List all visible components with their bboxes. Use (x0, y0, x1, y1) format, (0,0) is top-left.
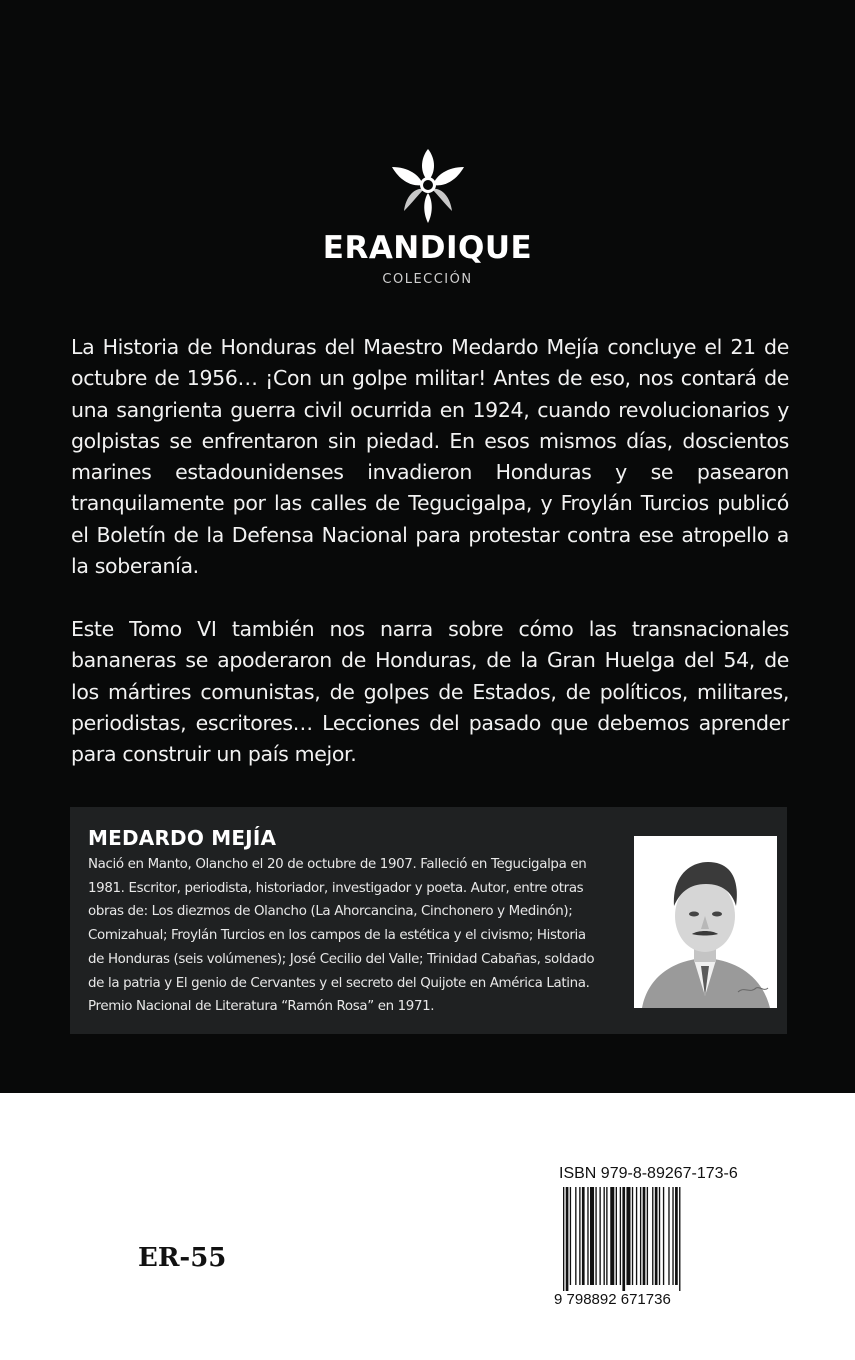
bio-line: de la patria y El genio de Cervantes y el secreto del Quijote en América Latina. (88, 975, 590, 991)
barcode-bar (640, 1187, 641, 1285)
barcode-bar (636, 1187, 637, 1285)
barcode-bar (575, 1187, 576, 1285)
collection-subtitle: COLECCIÓN (382, 272, 473, 287)
barcode-bar (655, 1187, 658, 1285)
barcode-bar (587, 1187, 588, 1285)
flower-logo-icon (0, 145, 855, 225)
barcode-bar (626, 1187, 630, 1285)
author-bio-box (70, 807, 787, 1034)
barcode-bar (675, 1187, 678, 1285)
author-bio (88, 853, 640, 1019)
author-portrait (634, 836, 777, 1008)
barcode-bar (643, 1187, 646, 1285)
barcode-bar (604, 1187, 605, 1285)
barcode-bar (616, 1187, 617, 1285)
barcode-bar (563, 1187, 564, 1291)
barcode-bar (668, 1187, 669, 1285)
summary-paragraph-1: La Historia de Honduras del Maestro Medardo Mejía concluye el 21 de octubre de 1956… ¡Con un golpe militar! Antes de eso, nos contará de una sangrienta guerra civil ocurrida en 1924, cuando revolucionarios y golpistas se enfrentaron sin piedad. En esos mismos días, doscientos marines estadounidenses invadieron Honduras y se pasearon tranquilamente por las calles de Tegucigalpa, y Froylán Turcios publicó el Boletín de la Defensa Nacional para protestar contra ese atropello a la soberanía. (71, 335, 789, 579)
barcode-bar (647, 1187, 648, 1285)
barcode-bar (622, 1187, 625, 1291)
barcode-bar (595, 1187, 596, 1285)
barcode-bars (563, 1187, 680, 1291)
barcode-bar (582, 1187, 585, 1285)
barcode-bar (570, 1187, 571, 1285)
isbn-label: ISBN 979-8-89267-173-6 (559, 1165, 738, 1182)
bio-line: de Honduras (seis volúmenes); José Cecilio del Valle; Trinidad Cabañas, soldado (88, 951, 595, 967)
summary-paragraph-2: Este Tomo VI también nos narra sobre cómo las transnacionales bananeras se apoderaron de Honduras, de la Gran Huelga del 54, de los mártires comunistas, de golpes de Estados, de políticos, militares, periodistas, escritores… Lecciones del pasado que debemos aprender para construir un país mejor. (71, 617, 789, 767)
barcode-bar (610, 1187, 614, 1285)
barcode-bar (620, 1187, 621, 1285)
barcode-bar (679, 1187, 680, 1291)
author-name: MEDARDO MEJÍA (88, 826, 277, 850)
barcode-bar (590, 1187, 594, 1285)
barcode-bar (672, 1187, 673, 1285)
barcode-bar (632, 1187, 633, 1285)
barcode-bar (606, 1187, 607, 1285)
barcode-bar (599, 1187, 600, 1285)
bio-line: obras de: Los diezmos de Olancho (La Ahorcancina, Cinchonero y Medinón); (88, 904, 573, 920)
barcode-bar (652, 1187, 653, 1285)
barcode-bar (659, 1187, 660, 1285)
barcode-bar (579, 1187, 580, 1285)
bio-line: Comizahual; Froylán Turcios en los campos de la estética y el civismo; Historia (88, 928, 586, 944)
bio-line: Premio Nacional de Literatura “Ramón Rosa” en 1971. (88, 999, 435, 1015)
bio-line: 1981. Escritor, periodista, historiador, investigador y poeta. Autor, entre otras (88, 880, 584, 896)
series-code: ER-55 (138, 1243, 227, 1273)
collection-title: ERANDIQUE (322, 230, 533, 266)
bio-line: Nació en Manto, Olancho el 20 de octubre de 1907. Falleció en Tegucigalpa en (88, 857, 587, 872)
barcode-digits: 9 798892 671736 (554, 1291, 671, 1307)
barcode-bar (566, 1187, 569, 1291)
barcode-bar (663, 1187, 664, 1285)
barcode (553, 1187, 733, 1307)
